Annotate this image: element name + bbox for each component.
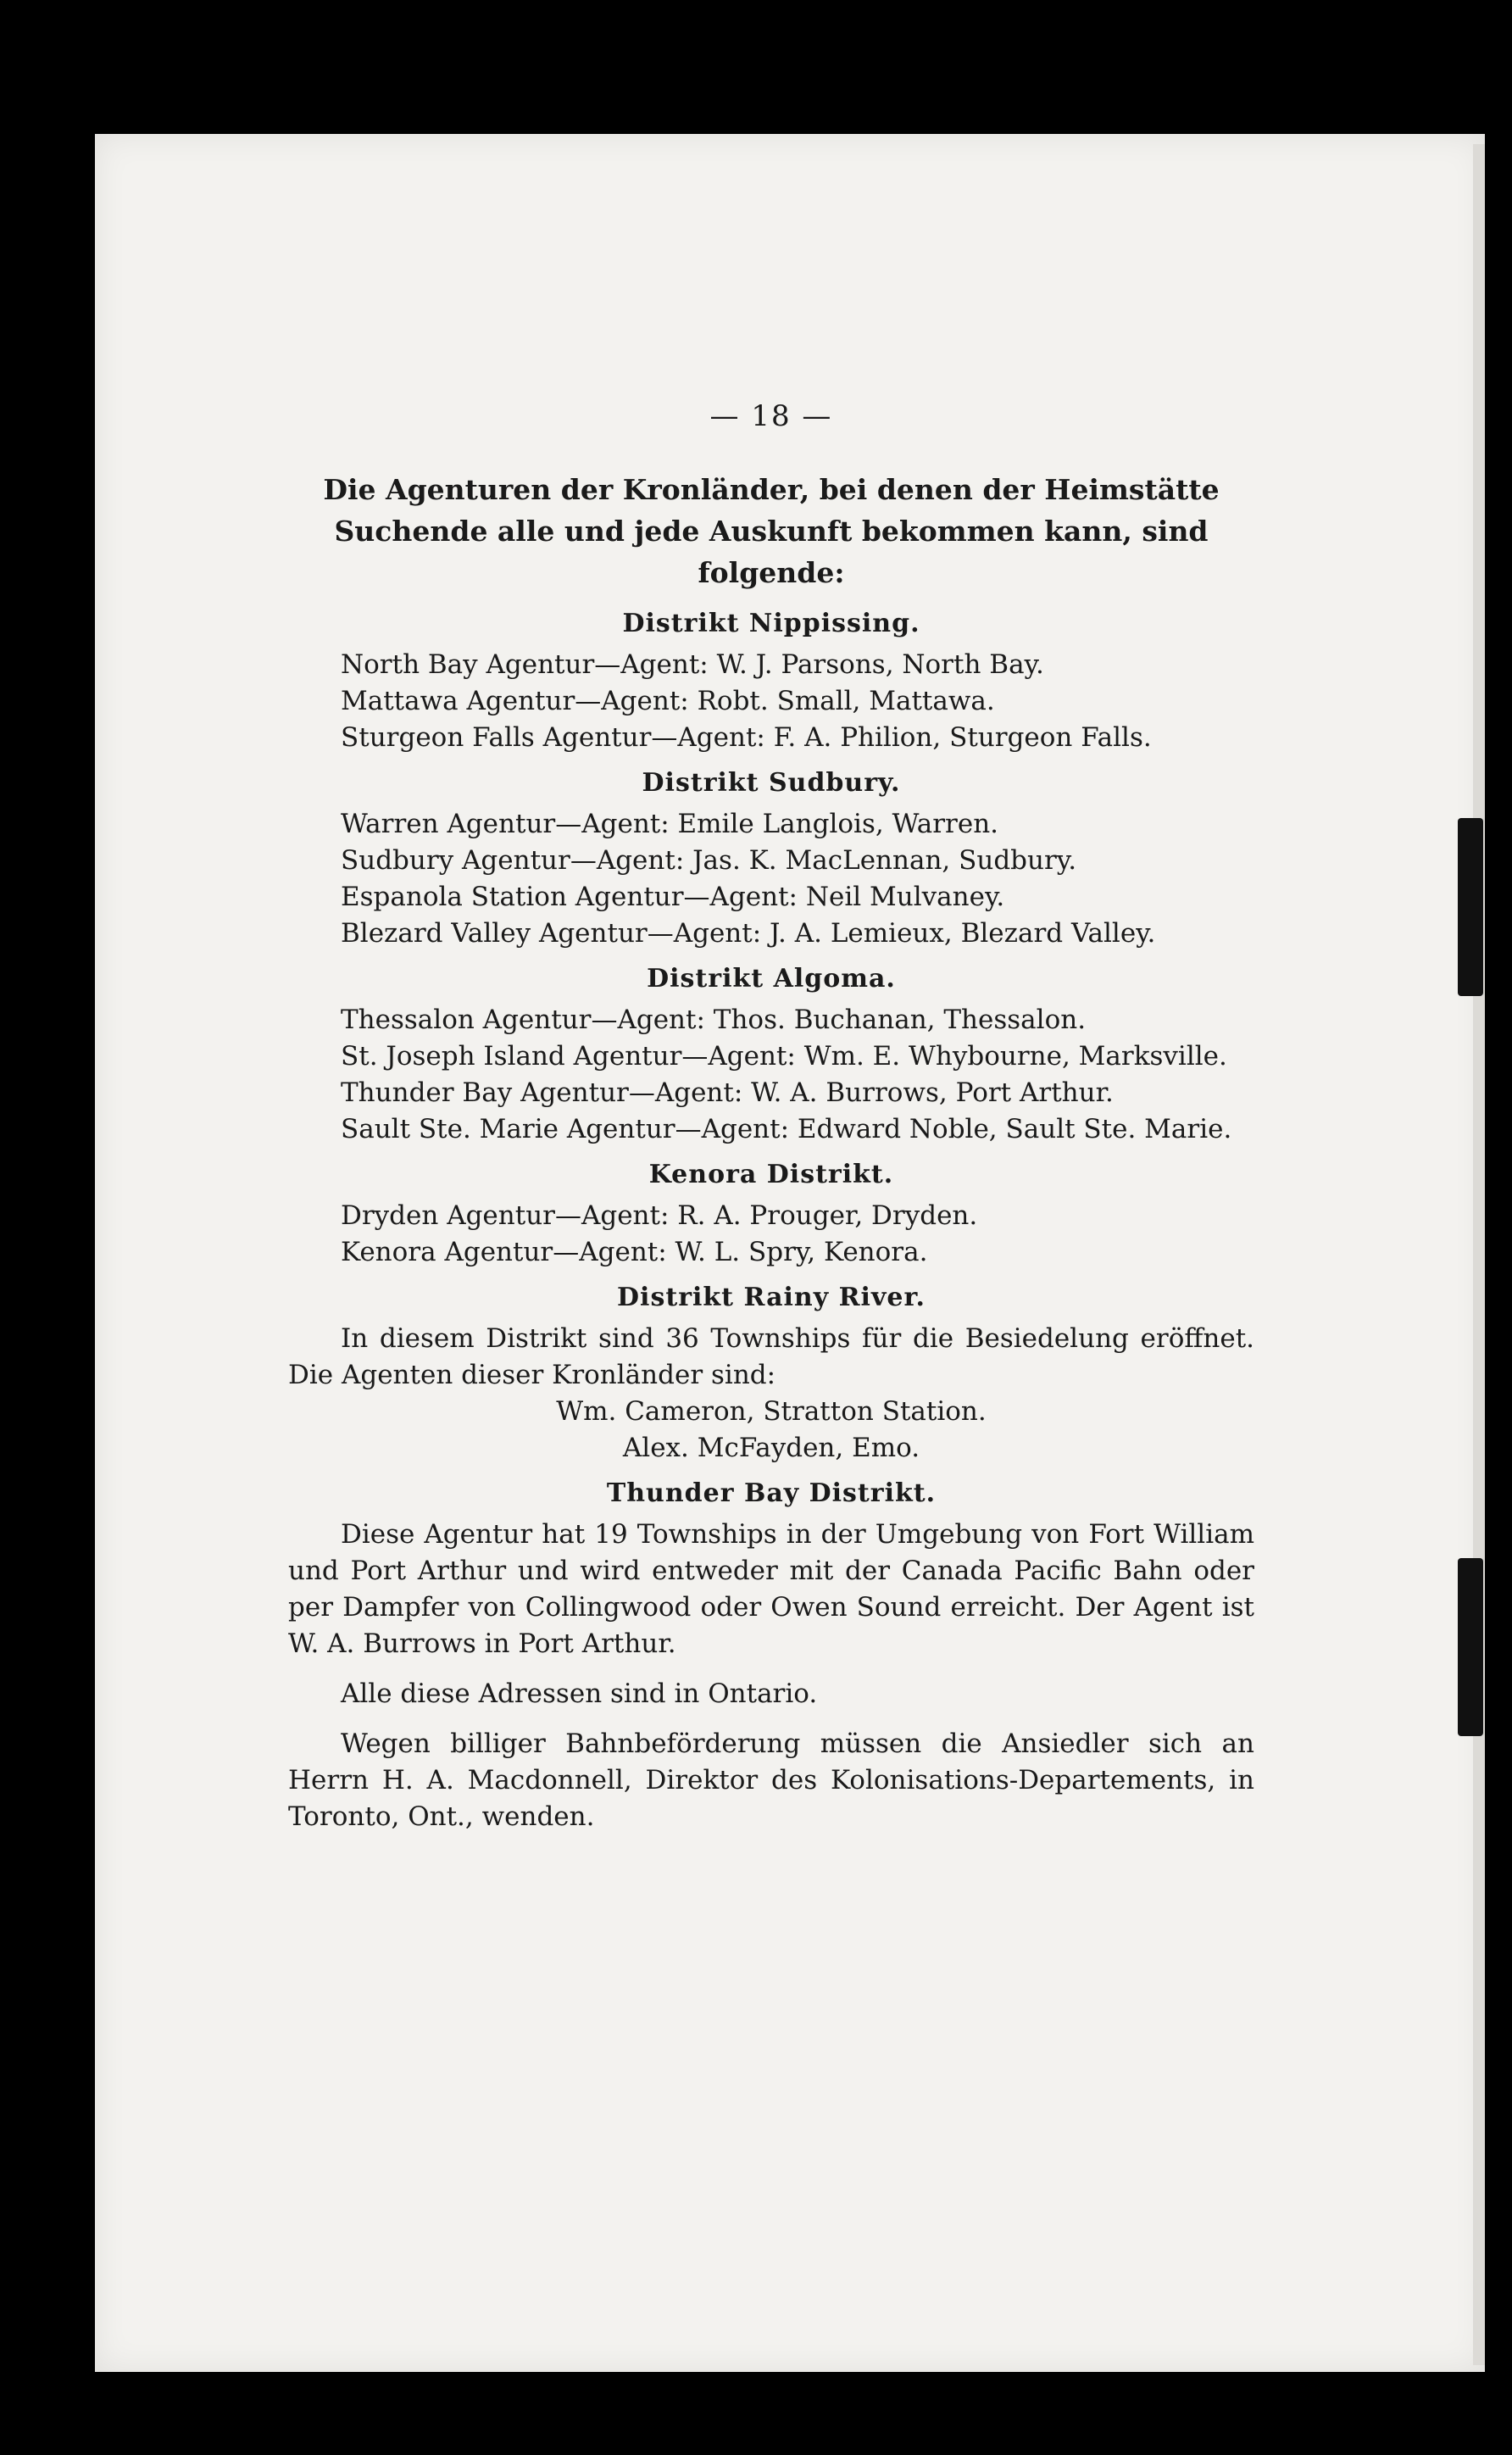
section-algoma bbox=[288, 960, 1254, 1148]
intro-heading: Die Agenturen der Kronländer, bei denen der Heimstätte Suchende alle und jede Auskunft bekommen kann, sind folgende: bbox=[323, 473, 1220, 589]
closing-note: Alle diese Adressen sind in Ontario. bbox=[341, 1678, 818, 1709]
section-heading: Kenora Distrikt. bbox=[648, 1160, 894, 1189]
page-text bbox=[288, 398, 1254, 1835]
agency-entry: Blezard Valley Agentur—Agent: J. A. Lemieux, Blezard Valley. bbox=[341, 918, 1156, 949]
agency-entry: Thessalon Agentur—Agent: Thos. Buchanan, Thessalon. bbox=[341, 1005, 1087, 1035]
section-thunder-bay bbox=[288, 1475, 1254, 1662]
page-number: — 18 — bbox=[709, 399, 833, 433]
agency-entry: Kenora Agentur—Agent: W. L. Spry, Kenora. bbox=[341, 1237, 928, 1267]
page-edge bbox=[1473, 144, 1485, 2365]
closing-note: Wegen billiger Bahnbeförderung müssen die Ansiedler sich an Herrn H. A. Macdonnell, Direktor des Kolonisations-Departements, in Toronto, Ont., wenden. bbox=[288, 1729, 1254, 1832]
section-nippissing bbox=[288, 605, 1254, 756]
binding-clip-top bbox=[1458, 818, 1483, 996]
section-sudbury bbox=[288, 765, 1254, 952]
section-heading: Distrikt Rainy River. bbox=[617, 1283, 926, 1312]
agent-line: Alex. McFayden, Emo. bbox=[622, 1433, 920, 1463]
section-heading: Distrikt Algoma. bbox=[647, 964, 896, 994]
agency-entry: Thunder Bay Agentur—Agent: W. A. Burrows, Port Arthur. bbox=[341, 1077, 1114, 1108]
section-heading: Thunder Bay Distrikt. bbox=[606, 1478, 937, 1508]
agency-entry: Sturgeon Falls Agentur—Agent: F. A. Philion, Sturgeon Falls. bbox=[341, 722, 1152, 753]
section-rainy-river bbox=[288, 1279, 1254, 1467]
agency-entry: St. Joseph Island Agentur—Agent: Wm. E. Whybourne, Marksville. bbox=[341, 1041, 1227, 1072]
thunder-bay-text: Diese Agentur hat 19 Townships in der Umgebung von Fort William und Port Arthur und wird entweder mit der Canada Pacific Bahn oder per Dampfer von Collingwood oder Owen Sound erreicht. Der Agent ist W. A. Burrows in Port Arthur. bbox=[288, 1519, 1254, 1659]
agent-line: Wm. Cameron, Stratton Station. bbox=[556, 1396, 987, 1427]
agency-entry: North Bay Agentur—Agent: W. J. Parsons, North Bay. bbox=[341, 649, 1044, 680]
agency-entry: Mattawa Agentur—Agent: Robt. Small, Mattawa. bbox=[341, 686, 995, 716]
agency-entry: Sault Ste. Marie Agentur—Agent: Edward Noble, Sault Ste. Marie. bbox=[341, 1114, 1232, 1144]
section-kenora bbox=[288, 1156, 1254, 1271]
agency-entry: Warren Agentur—Agent: Emile Langlois, Warren. bbox=[341, 809, 999, 839]
agency-entry: Dryden Agentur—Agent: R. A. Prouger, Dryden. bbox=[341, 1200, 978, 1231]
binding-clip-bottom bbox=[1458, 1558, 1483, 1736]
rainy-river-text: In diesem Distrikt sind 36 Townships für die Besiedelung eröffnet. Die Agenten dieser Kronländer sind: bbox=[288, 1323, 1254, 1390]
section-heading: Distrikt Nippissing. bbox=[622, 609, 920, 638]
agency-entry: Sudbury Agentur—Agent: Jas. K. MacLennan, Sudbury. bbox=[341, 845, 1077, 876]
section-heading: Distrikt Sudbury. bbox=[642, 768, 901, 798]
agency-entry: Espanola Station Agentur—Agent: Neil Mulvaney. bbox=[341, 882, 1005, 912]
